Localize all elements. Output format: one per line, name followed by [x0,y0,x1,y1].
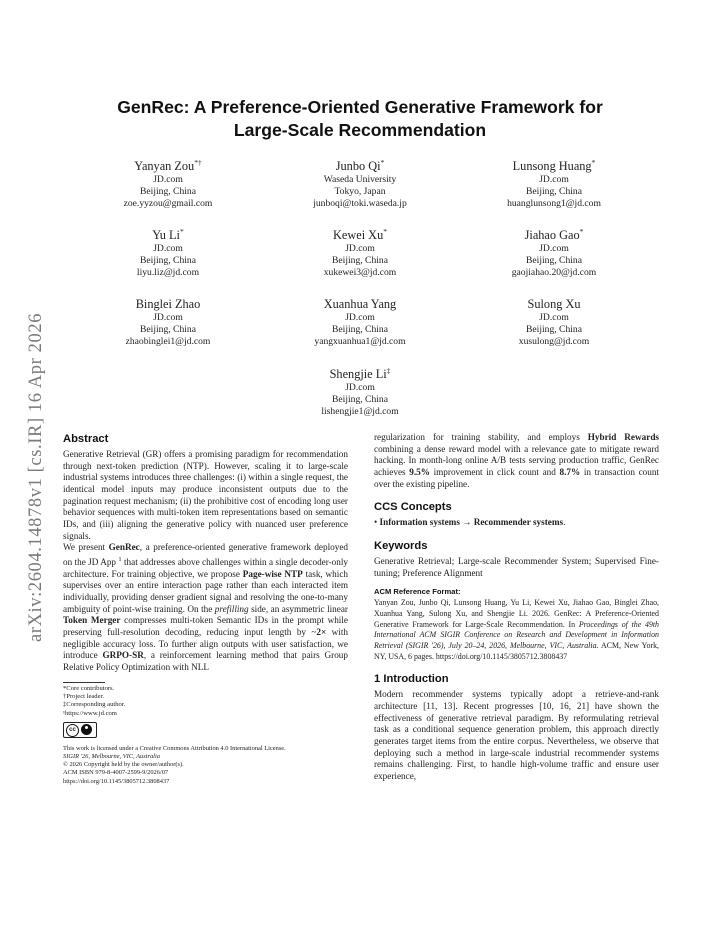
introduction-text: Modern recommender systems typically adopt a retrieve-and-rank architecture [11, 13]. Recent progresses [10, 16, 21] have shown the effectiveness of generative retrieval paradigm. By reformulating retrieval task as a conditional sequence generation problem, this approach directly generates target items from the entire corpus. Nevertheless, we observe that deploying such a method in large-scale industrial recommender systems remains challenging. First, to handle high-volume traffic and ensure user experience, [374,689,659,782]
abstract-text: that addresses above challenges within a single decoder-only architecture. For training objective, we propose [63,556,349,579]
keywords-heading: Keywords [374,539,428,552]
author-name: Junbo Qi [335,159,381,174]
author-name: Yanyan Zou [134,159,195,174]
abstract-text: improvement in click count and [429,466,560,477]
acm-reference-text [374,598,659,662]
acm-reference-proceedings: Proceedings of the 49th International ACM SIGIR Conference on Research and Development in Information Retrieval (SIGIR '26), July 20–24, 2026, Melbourne, VIC, Australia. [374,619,659,651]
author-block [68,155,268,210]
left-column [63,432,348,786]
cc-icon: cc [66,724,79,737]
author-location: Tokyo, Japan [334,186,386,198]
abstract-emphasis: Token Merger [63,615,121,626]
abstract-italic: prefilling [214,603,249,614]
abstract-text: , a reinforcement learning method that pairs Group Relative Policy Optimization with NLL [63,650,348,672]
venue-line [63,753,348,761]
author-block [260,363,460,418]
ccs-item: Information systems [379,517,460,528]
title-line-2: Large-Scale Recommendation [233,120,487,140]
author-name: Jiahao Gao [524,228,580,243]
abstract-emphasis: 8.7% [559,466,581,477]
abstract-text: We present [63,542,109,553]
author-location: Beijing, China [526,324,582,336]
author-email: yangxuanhua1@jd.com [314,336,406,348]
author-name: Kewei Xu [333,228,384,243]
author-affiliation: JD.com [345,312,375,324]
ccs-concepts [374,517,659,529]
author-location: Beijing, China [140,324,196,336]
abstract-emphasis: Hybrid Rewards [587,432,659,442]
abstract-text: combining a dense reward model with a relevance gate to mitigate reward hacking. In month-long online A/B tests serving production traffic, GenRec achieves [374,443,659,477]
author-name: Lunsong Huang [512,159,592,174]
abstract-paragraph-2 [63,542,348,673]
acm-reference-part: ACM, New York, NY, USA, 6 pages. https://doi.org/10.1145/3805712.3808437 [374,641,659,661]
title-line-1: GenRec: A Preference-Oriented Generative Framework for [117,97,603,117]
author-email: zoe.yyzou@gmail.com [123,198,213,210]
arxiv-stamp: arXiv:2604.14878v1 [cs.IR] 16 Apr 2026 [26,312,46,642]
abstract-text: with negligible accuracy loss. To further align outputs with user satisfaction, we introduce [63,626,349,661]
footnote-corr: ‡Corresponding author. [63,701,126,709]
doi-link[interactable]: https://doi.org/10.1145/3805712.3808437 [63,777,170,785]
author-block [260,293,460,348]
bullet: • [374,517,380,528]
author-affiliation: JD.com [539,312,569,324]
author-block [68,224,268,279]
footnote-rule [63,682,105,683]
footnote-contrib: *Core contributors. [63,684,115,692]
author-affiliation: JD.com [153,312,183,324]
author-mark: * [179,227,184,236]
author-email: lishengjie1@jd.com [321,406,399,418]
author-name: Yu Li [152,228,180,243]
author-mark: * [383,227,387,236]
ccs-item: Recommender systems [473,517,564,528]
author-location: Beijing, China [526,255,582,267]
abstract-emphasis: GRPO-SR [102,650,144,661]
author-block [454,155,654,210]
author-mark: ‡ [386,366,391,375]
abstract-text: compresses multi-token Semantic IDs in the prompt while preserving full-resolution decoding, reducing input length by ~ [63,615,348,637]
acm-reference-part: Yanyan Zou, Junbo Qi, Lunsong Huang, Yu Li, Kewei Xu, Jiahao Gao, Binglei Zhao, Xuanhua Yang, Sulong Xu, and Shengjie Li. 2026. GenRec: A Preference-Oriented Generative Framework for Large-Scale Recommendation. In [374,598,659,629]
author-email: xusulong@jd.com [518,336,590,348]
author-location: Beijing, China [332,255,388,267]
author-location: Beijing, China [140,255,196,267]
author-affiliation: JD.com [345,243,375,255]
author-name: Shengjie Li [329,367,387,382]
author-block [454,293,654,348]
author-affiliation: JD.com [345,382,375,394]
abstract-paragraph-1: Generative Retrieval (GR) offers a promising paradigm for recommendation through next-token prediction (NTP). However, scaling it to large-scale industrial systems introduces three challenges: (i) within a single request, the identical model inputs may produce inconsistent outputs due to the pagination request mechanism; (ii) the prohibitive cost of encoding long user behavior sequences with multi-token item representations based on semantic IDs, and (iii) aligning the generative policy with nuanced user preference signals. [63,449,348,541]
abstract-text: task, which supervises over an entire interaction page rather than each interacted item individually, providing denser gradient signal and resolving the one-to-many ambiguity of point-wise training. On the [63,568,349,614]
author-name: Binglei Zhao [135,297,201,312]
venue-text: SIGIR '26, Melbourne, VIC, Australia [63,753,160,761]
author-mark: * [591,158,596,167]
footnote-lead: †Project leader. [63,692,105,700]
author-mark: * [380,158,385,167]
author-affiliation: JD.com [153,243,183,255]
author-email: xukewei3@jd.com [323,267,397,279]
abstract-text: , a preference-oriented generative framework deployed on the JD App [63,542,349,567]
paper-title [62,96,658,142]
author-email: huanglunsong1@jd.com [507,198,601,210]
author-location: Beijing, China [332,324,388,336]
author-name: Xuanhua Yang [323,297,397,312]
abstract-text: regularization for training stability, and employs [374,432,588,442]
keywords-text: Generative Retrieval; Large-scale Recommender System; Supervised Fine-tuning; Preference Alignment [374,555,659,578]
author-location: Beijing, China [140,186,196,198]
ccs-heading: CCS Concepts [374,501,452,514]
author-email: junboqi@toki.waseda.jp [313,198,407,210]
isbn-line: ACM ISBN 979-8-4007-2599-9/2026/07 [63,769,169,777]
abstract-emphasis: Page-wise NTP [242,568,303,579]
author-affiliation: Waseda University [323,174,397,186]
introduction-heading: 1 Introduction [374,673,449,686]
author-mark: * [579,227,584,236]
author-block [68,293,268,348]
abstract-text: side, an asymmetric linear [248,603,348,614]
author-block [454,224,654,279]
acm-reference-heading: ACM Reference Format: [374,587,461,597]
by-attribution-icon [81,724,92,735]
copyright-line: © 2026 Copyright held by the owner/author(s). [63,761,184,769]
arrow-icon: → [459,517,474,528]
ccs-tail: . [563,517,566,528]
license-line: This work is licensed under a Creative Commons Attribution 4.0 International License. [63,744,286,752]
author-block [260,224,460,279]
abstract-emphasis: 2× [316,626,327,637]
author-mark: *† [194,158,202,167]
author-location: Beijing, China [526,186,582,198]
footnote-mark: 1 [118,555,122,563]
cc-by-license-icon[interactable] [63,722,97,738]
abstract-heading: Abstract [63,433,109,445]
author-name: Sulong Xu [527,297,581,312]
author-email: gaojiahao.20@jd.com [511,267,597,279]
author-block [260,155,460,210]
author-affiliation: JD.com [153,174,183,186]
abstract-text: in transaction count over the existing pipeline. [374,466,659,489]
author-location: Beijing, China [332,394,388,406]
abstract-paragraph-3 [374,432,659,490]
author-affiliation: JD.com [539,174,569,186]
author-email: liyu.liz@jd.com [136,267,200,279]
footnote-url: ¹https://www.jd.com [63,709,117,717]
abstract-emphasis: GenRec [108,542,140,553]
author-affiliation: JD.com [539,243,569,255]
right-column [374,432,659,783]
author-email: zhaobinglei1@jd.com [125,336,211,348]
abstract-emphasis: 9.5% [409,466,430,477]
